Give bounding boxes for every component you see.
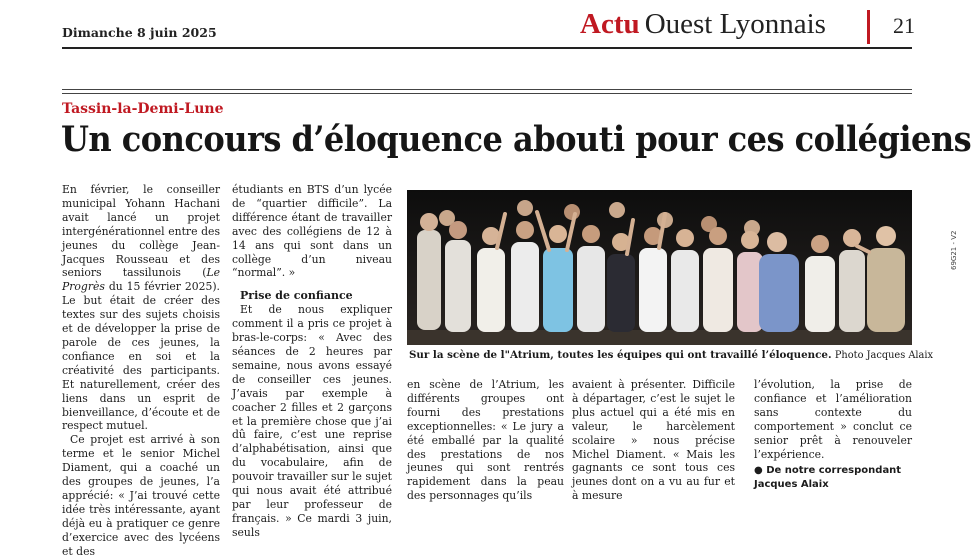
- article-text: du 15 février 2025). Le but était de créer des textes sur des sujets choisis et de développer la prise de parole de ces jeunes, la confiance en soi et la créativité des participants. Et naturellement, créer des liens dans un esprit de bienveillance, d’écoute et de respect mutuel.: [62, 280, 220, 433]
- article-paragraph: [62, 183, 220, 433]
- section-rule-top: [62, 89, 912, 90]
- article-paragraph: avaient à présenter. Difficile à départager, c’est le sujet le plus actuel qui a été mis en valeur, le harcèlement scolaire » nous précise Michel Diament. « Mais les gagnants ce sont tous ces jeunes dont on a vu au fur et à mesure: [572, 378, 735, 503]
- article-subhead: Prise de confiance: [240, 289, 353, 303]
- article-paragraph: Ce projet est arrivé à son terme et le senior Michel Diament, qui a coaché un des groupes de jeunes, l’a apprécié: « J’ai trouvé cette idée très intéressante, ayant déjà eu à pratiquer ce genre d’exercice avec des lycéens et des: [62, 433, 220, 558]
- photo-credit: Photo Jacques Alaix: [834, 350, 934, 361]
- section-rule-bottom: [62, 93, 912, 94]
- header-rule: [62, 47, 912, 49]
- margin-code: 69G21 - V2: [950, 230, 958, 270]
- headline: Un concours d’éloquence abouti pour ces collégiens: [61, 120, 971, 160]
- photo-group-on-stage: [407, 190, 912, 345]
- article-text: En février, le conseiller municipal Yohann Hachani avait lancé un projet intergénérationnel entre des jeunes du collège Jean-Jacques Rousseau et des seniors tassilunois (: [62, 183, 220, 280]
- article-column-2: [232, 183, 392, 540]
- brand-region: Ouest Lyonnais: [644, 8, 826, 40]
- caption-text: Sur la scène de l"Atrium, toutes les équipes qui ont travaillé l’éloquence.: [409, 349, 832, 361]
- brand-actu: Actu: [580, 8, 640, 40]
- article-column-1: [62, 183, 220, 558]
- photo-caption: [409, 349, 934, 361]
- article-paragraph: en scène de l’Atrium, les différents groupes ont fourni des prestations exceptionnelles: « Le jury a été emballé par la qualité des prestations de nos jeunes qui sont rentrés rapidement dans la peau des personnages qu’ils: [407, 378, 564, 503]
- article-paragraph: Et de nous expliquer comment il a pris ce projet à bras-le-corps: « Avec des séances de 2 heures par semaine, nous avons essayé de conseiller ces jeunes. J’avais par exemple à coacher 2 filles et 2 garçons et la première chose que j’ai dû faire, c’est une reprise d’alphabétisation, ainsi que du vocabulaire, afin de pouvoir travailler sur le sujet qui nous avait été attribué par leur professeur de français. » Ce mardi 3 juin, seuls: [232, 303, 392, 539]
- byline-label: ● De notre correspondant: [754, 465, 902, 477]
- page-number: 21: [893, 13, 915, 38]
- article-column-4: [572, 378, 735, 503]
- header-date: Dimanche 8 juin 2025: [62, 25, 217, 40]
- section-label: Tassin-la-Demi-Lune: [62, 101, 224, 117]
- article-column-5: [754, 378, 912, 492]
- newspaper-reference: Le Progrès: [62, 266, 220, 294]
- byline-author: Jacques Alaix: [754, 479, 829, 491]
- article-paragraph: étudiants en BTS d’un lycée de “quartier difficile”. La différence étant de travailler avec des collégiens de 12 à 14 ans qui sont dans un collège d’un niveau “normal”. »: [232, 183, 392, 280]
- header-separator: [867, 10, 870, 44]
- article-photo: [407, 190, 912, 345]
- byline: [754, 464, 912, 492]
- article-column-3: [407, 378, 564, 503]
- masthead: [580, 8, 826, 41]
- article-paragraph: l’évolution, la prise de confiance et l’amélioration sans contexte du comportement » conclut ce senior prêt à renouveler l’expérience.: [754, 378, 912, 461]
